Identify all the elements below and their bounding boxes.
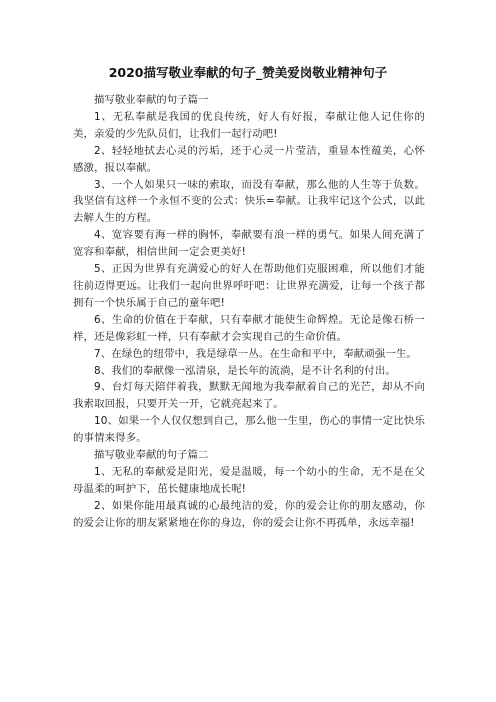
sentence-item: 1、无私的奉献爱是阳光，爱是温暖，每一个幼小的生命，无不是在父母温柔的呵护下，茁长健康地成长呢! <box>73 465 425 495</box>
sentence-item: 7、在绿色的纽带中，我是绿草一丛。在生命和平中，奉献顽强一生。 <box>94 347 417 360</box>
sentence-item: 8、我们的奉献像一泓清泉，是长年的流淌，是不计名利的付出。 <box>94 364 396 377</box>
sentence-item: 2、轻轻地拭去心灵的污垢，还于心灵一片莹洁，重显本性蕴美，心怀感激，报以奉献。 <box>73 144 425 174</box>
sentence-item: 2、如果你能用最真诚的心最纯洁的爱，你的爱会让你的朋友感动，你的爱会让你的朋友紧紧地在你的身边，你的爱会让你不再孤单，永远幸福! <box>73 499 425 529</box>
sentence-item: 4、宽容要有海一样的胸怀，奉献要有浪一样的勇气。如果人间充满了宽容和奉献，相信世间一定会更美好! <box>73 229 425 259</box>
section-heading: 描写敬业奉献的句子篇二 <box>94 449 209 462</box>
sentence-item: 9、台灯每天陪伴着我，默默无闻地为我奉献着自己的光芒，却从不向我索取回报，只要开关一开，它就亮起来了。 <box>73 381 425 411</box>
sentence-item: 10、如果一个人仅仅想到自己，那么他一生里，伤心的事情一定比快乐的事情来得多。 <box>73 415 425 445</box>
document-title: 2020描写敬业奉献的句子_赞美爱岗敬业精神句子 <box>108 65 388 80</box>
sentence-item: 5、正因为世界有充满爱心的好人在帮助他们克服困难，所以他们才能往前迈得更远。让我们一起向世界呼吁吧：让世界充满爱，让每一个孩子都拥有一个快乐属于自己的童年吧! <box>73 263 425 309</box>
sentence-item: 1、无私奉献是我国的优良传统，好人有好报，奉献让他人记住你的美，亲爱的少先队员们，让我们一起行动吧! <box>73 110 425 140</box>
document-body <box>73 92 425 532</box>
section-heading: 描写敬业奉献的句子篇一 <box>94 94 209 106</box>
sentence-item: 6、生命的价值在于奉献，只有奉献才能使生命辉煌。无论是像石桥一样，还是像彩虹一样，只有奉献才会实现自己的生命价值。 <box>73 313 425 343</box>
sentence-item: 3、一个人如果只一味的索取，而没有奉献，那么他的人生等于负数。我坚信有这样一个永恒不变的公式：快乐=奉献。让我牢记这个公式，以此去解人生的方程。 <box>73 178 425 225</box>
